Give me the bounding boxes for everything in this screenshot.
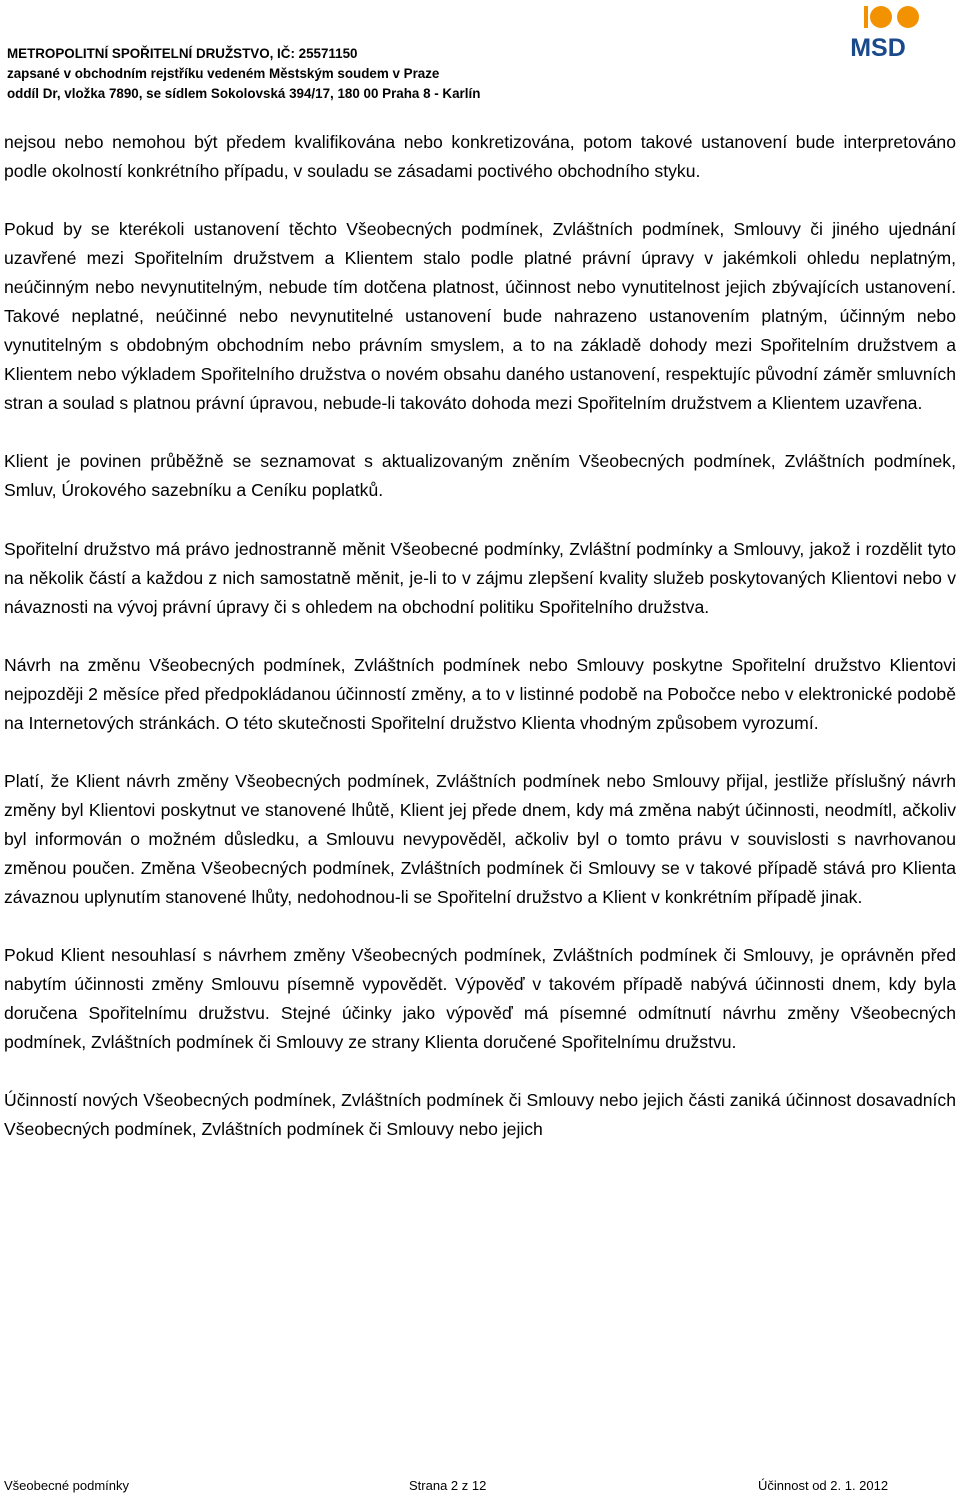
header-address: oddíl Dr, vložka 7890, se sídlem Sokolovská 394/17, 180 00 Praha 8 - Karlín xyxy=(7,86,481,101)
paragraph: Spořitelní družstvo má právo jednostranně měnit Všeobecné podmínky, Zvláštní podmínky a Smlouvy, jakož i rozdělit tyto na několik částí a každou z nich samostatně měnit, je-li to v zájmu zlepšení kvality služeb poskytovaných Klientovi nebo v návaznosti na vývoj právní úpravy či s ohledem na obchodní politiku Spořitelního družstva. xyxy=(4,538,956,617)
paragraph: Platí, že Klient návrh změny Všeobecných podmínek, Zvláštních podmínek nebo Smlouvy přijal, jestliže příslušný návrh změny byl Klientovi poskytnut ve stanovené lhůtě, Klient jej přede dnem, kdy má změna nabýt účinnosti, neodmítl, ačkoliv byl informován o možném důsledku, a Smlouvu nevypověděl, ačkoliv byl o tomto právu v souvislosti s navrhovanou změnou poučen. Změna Všeobecných podmínek, Zvláštních podmínek či Smlouvy se v takové případě stává pro Klienta závaznou uplynutím stanovené lhůty, nedohodnou-li se Spořitelní družstvo a Klient v konkrétním případě jinak. xyxy=(4,770,956,907)
footer-effective-date: Účinnost od 2. 1. 2012 xyxy=(758,1478,889,1493)
footer-page-number: Strana 2 z 12 xyxy=(409,1478,487,1493)
paragraph: Pokud Klient nesouhlasí s návrhem změny Všeobecných podmínek, Zvláštních podmínek či Smlouvy, je oprávněn před nabytím účinnosti změny Smlouvu písemně vypovědět. Výpověď v takovém případě nabývá účinnosti dnem, kdy byla doručena Spořitelnímu družstvu. Stejné účinky jako výpověď má písemné odmítnutí návrhu změny Všeobecných podmínek, Zvláštních podmínek či Smlouvy ze strany Klienta doručené Spořitelnímu družstvu. xyxy=(4,945,956,1053)
paragraph: nejsou nebo nemohou být předem kvalifikována nebo konkretizována, potom takové ustanovení bude interpretováno podle okolností konkrétního případu, v souladu se zásadami poctivého obchodního styku. xyxy=(4,132,956,182)
paragraph: Účinností nových Všeobecných podmínek, Zvláštních podmínek či Smlouvy nebo jejich části zaniká účinnost dosavadních Všeobecných podmínek, Zvláštních podmínek či Smlouvy nebo jejich xyxy=(4,1090,956,1140)
document-body xyxy=(4,128,956,1173)
header-company-name: METROPOLITNÍ SPOŘITELNÍ DRUŽSTVO, IČ: 25571150 xyxy=(7,46,358,61)
msd-logo xyxy=(817,4,935,60)
logo-text: MSD xyxy=(850,34,906,60)
document-header xyxy=(7,44,707,104)
paragraph: Návrh na změnu Všeobecných podmínek, Zvláštních podmínek nebo Smlouvy poskytne Spořitelní družstvo Klientovi nejpozději 2 měsíce před předpokládanou účinností změny, a to v listinné podobě na Pobočce nebo v elektronické podobě na Internetových stránkách. O této skutečnosti Spořitelní družstvo Klienta vhodným způsobem vyrozumí. xyxy=(4,654,956,733)
msd-logo-icon xyxy=(817,4,935,60)
paragraph: Pokud by se kterékoli ustanovení těchto Všeobecných podmínek, Zvláštních podmínek, Smlouvy či jiného ujednání uzavřené mezi Spořitelním družstvem a Klientem stalo podle platné právní úpravy v jakémkoli ohledu neplatným, neúčinným nebo nevynutitelným, nebude tím dotčena platnost, účinnost nebo vynutitelnost jejich zbývajících ustanovení. Takové neplatné, neúčinné nebo nevynutitelné ustanovení bude nahrazeno ustanovením platným, účinným nebo vynutitelným s obdobným obchodním nebo právním smyslem, a to na základě dohody mezi Spořitelním družstvem a Klientem nebo výkladem Spořitelního družstva o novém obsahu daného ustanovení, respektujíc původní záměr smluvních stran a soulad s platnou právní úpravou, nebude-li takováto dohoda mezi Spořitelním družstvem a Klientem uzavřena. xyxy=(4,219,956,414)
paragraph: Klient je povinen průběžně se seznamovat s aktualizovaným zněním Všeobecných podmínek, Zvláštních podmínek, Smluv, Úrokového sazebníku a Ceníku poplatků. xyxy=(4,451,956,501)
header-registration: zapsané v obchodním rejstříku vedeném Městským soudem v Praze xyxy=(7,66,440,81)
footer-document-title: Všeobecné podmínky xyxy=(4,1478,130,1493)
